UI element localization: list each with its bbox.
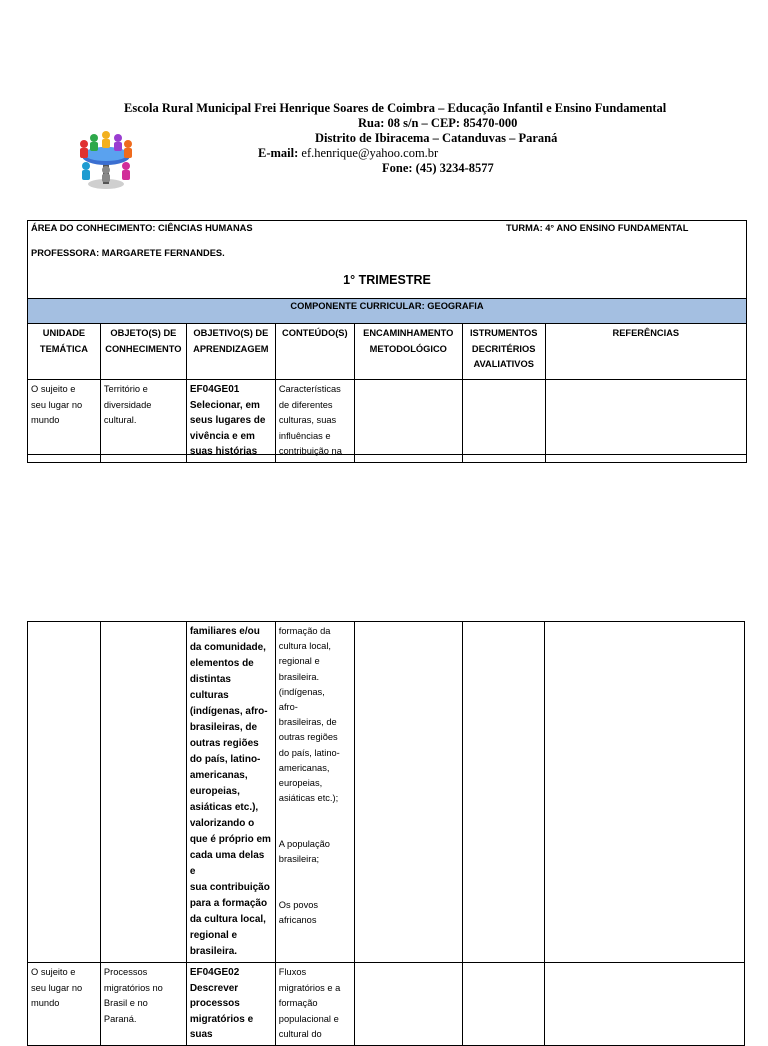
cell-line: outras regiões (278, 732, 338, 743)
cell-encaminhamento (354, 380, 462, 463)
cell-instrumentos (462, 622, 545, 963)
school-phone: Fone: (45) 3234-8577 (382, 161, 494, 175)
col-unidade-tematica: UNIDADE TEMÁTICA (28, 324, 101, 380)
cell-line: brasileiras, de (278, 717, 337, 728)
table-row (28, 380, 747, 463)
col-instrumentos: ISTRUMENTOS DECRITÉRIOS AVALIATIVOS (462, 324, 545, 380)
cell-line: do país, latino- (278, 747, 340, 758)
componente-bar: COMPONENTE CURRICULAR: GEOGRAFIA (28, 298, 746, 324)
cell-encaminhamento (354, 963, 462, 1046)
school-email (258, 146, 438, 161)
cell-line: para a formação (189, 898, 268, 909)
cell-line: formação da (278, 626, 331, 636)
col-referencias: REFERÊNCIAS (545, 324, 746, 380)
cell-instrumentos (462, 963, 545, 1046)
cell-line: regional e (278, 656, 320, 667)
cell-line: regional e (189, 930, 238, 941)
cell-objetivos (186, 622, 275, 963)
cell-line: brasileira. (189, 946, 238, 957)
cell-line: que é próprio em (189, 834, 271, 845)
cell-line: brasileiras, de (189, 722, 258, 733)
cell-line: valorizando o (189, 818, 255, 829)
cell-line: da cultura local, (189, 914, 266, 925)
cell-instrumentos (462, 380, 545, 463)
cell-line: europeias, (189, 786, 240, 797)
cell-line (279, 806, 351, 821)
cell-line: asiáticas etc.); (278, 793, 339, 804)
cell-line: americanas, (278, 762, 330, 773)
cell-line (279, 867, 351, 882)
cell-conteudos: Fluxos migratórios e a formação populacional e cultural do (275, 963, 354, 1046)
cell-line: elementos de (189, 658, 254, 669)
cell-line (279, 822, 351, 837)
cell-line: cada uma delas e (189, 850, 265, 877)
cell-referencias (545, 963, 745, 1046)
col-objetos: OBJETO(S) DE CONHECIMENTO (100, 324, 186, 380)
table-row (28, 622, 745, 963)
cell-line: asiáticas etc.), (189, 802, 259, 813)
cell-line: cultura local, (278, 641, 331, 652)
table-row (28, 963, 745, 1046)
area-label: ÁREA DO CONHECIMENTO: CIÊNCIAS HUMANAS (31, 223, 253, 233)
cell-line: (indígenas, afro- (189, 706, 268, 717)
cell-line: europeias, (278, 778, 323, 789)
cell-encaminhamento (354, 622, 462, 963)
cell-line: africanos (278, 914, 317, 925)
cell-unidade: O sujeito e seu lugar no mundo (28, 963, 101, 1046)
cell-line: da comunidade, (189, 642, 266, 653)
school-district: Distrito de Ibiracema – Catanduvas – Paraná (315, 131, 558, 145)
school-address: Rua: 08 s/n – CEP: 85470-000 (358, 116, 518, 130)
cell-line: (indígenas, (278, 686, 325, 697)
cell-line: afro- (278, 702, 298, 713)
cell-objetos: Processos migratórios no Brasil e no Paraná. (100, 963, 186, 1046)
cell-line: outras regiões (189, 738, 259, 749)
curriculum-table-page2 (27, 621, 745, 1040)
col-encaminhamento: ENCAMINHAMENTO METODOLÓGICO (354, 324, 462, 380)
cell-conteudos: Características de diferentes culturas, suas influências e contribuição na (275, 380, 354, 463)
cell-objetos (100, 622, 186, 963)
cell-conteudos (275, 622, 354, 963)
col-objetivos: OBJETIVO(S) DE APRENDIZAGEM (186, 324, 275, 380)
cell-line: americanas, (189, 770, 248, 781)
cell-line: A população (278, 838, 330, 849)
col-conteudos: CONTEÚDO(S) (275, 324, 354, 380)
table-header-row (28, 324, 747, 380)
curriculum-grid (27, 323, 747, 463)
cell-referencias (545, 622, 745, 963)
cell-line: brasileira; (278, 854, 320, 865)
cell-line (279, 882, 351, 897)
cell-objetos: Território e diversidade cultural. (100, 380, 186, 463)
email-link[interactable]: ef.henrique@yahoo.com.br (301, 146, 439, 160)
cell-line: distintas culturas (189, 674, 231, 701)
cell-line: Os povos (278, 899, 319, 910)
professora-label: PROFESSORA: MARGARETE FERNANDES. (31, 248, 225, 258)
cell-unidade (28, 622, 101, 963)
cell-line: brasileira. (278, 671, 320, 682)
cell-line: do país, latino- (189, 754, 261, 765)
cell-unidade: O sujeito e seu lugar no mundo (28, 380, 101, 463)
curriculum-grid-continued (27, 621, 745, 1046)
people-around-table-logo (76, 126, 136, 196)
cell-objetivos: EF04GE02 Descrever processos migratórios e suas (186, 963, 275, 1046)
cell-line: familiares e/ou (189, 626, 260, 637)
curriculum-table-page1 (27, 220, 747, 455)
school-name: Escola Rural Municipal Frei Henrique Soares de Coimbra – Educação Infantil e Ensino Fundamental (124, 101, 667, 115)
cell-referencias (545, 380, 746, 463)
email-label: E-mail: (258, 146, 299, 160)
trimestre-title: 1° TRIMESTRE (343, 273, 431, 287)
cell-line: sua contribuição (189, 882, 270, 893)
turma-label: TURMA: 4° ANO ENSINO FUNDAMENTAL (506, 223, 689, 233)
cell-objetivos: EF04GE01 Selecionar, em seus lugares de vivência e em suas histórias (186, 380, 275, 463)
